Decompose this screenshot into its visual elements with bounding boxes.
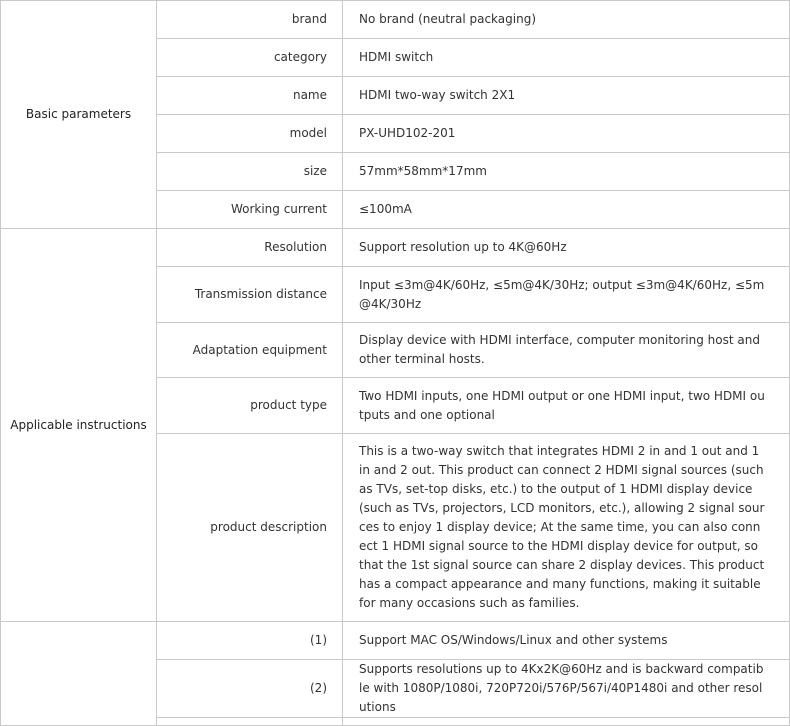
- section-title-applicable-instructions: Applicable instructions: [1, 229, 157, 622]
- row-label: Resolution: [157, 229, 343, 267]
- row-label: name: [157, 77, 343, 115]
- row-value: 57mm*58mm*17mm: [343, 153, 790, 191]
- row-value: Support MAC OS/Windows/Linux and other systems: [343, 622, 790, 660]
- table-row: [1, 1, 790, 39]
- row-label: brand: [157, 1, 343, 39]
- row-label: Transmission distance: [157, 267, 343, 323]
- section-title-basic-parameters: Basic parameters: [1, 1, 157, 229]
- row-value: No brand (neutral packaging): [343, 1, 790, 39]
- row-value: This is a two-way switch that integrates HDMI 2 in and 1 out and 1 in and 2 out. This product can connect 2 HDMI signal sources (such as TVs, set-top disks, etc.) to the output of 1 HDMI display device (such as TVs, projectors, LCD monitors, etc.), allowing 2 signal sources to enjoy 1 display device; At the same time, you can also connect 1 HDMI signal source to the HDMI display device for output, so that the 1st signal source can share 2 display devices. This product has a compact appearance and many functions, making it suitable for many occasions such as families.: [343, 434, 790, 622]
- row-label: (2): [157, 660, 343, 718]
- row-label: model: [157, 115, 343, 153]
- section-title-features: [1, 622, 157, 726]
- row-label: Adaptation equipment: [157, 323, 343, 378]
- row-value: PX-UHD102-201: [343, 115, 790, 153]
- row-label: product description: [157, 434, 343, 622]
- row-label: Working current: [157, 191, 343, 229]
- row-label: product type: [157, 378, 343, 434]
- row-value: Input ≤3m@4K/60Hz, ≤5m@4K/30Hz; output ≤3m@4K/60Hz, ≤5m@4K/30Hz: [343, 267, 790, 323]
- row-value: ≤100mA: [343, 191, 790, 229]
- row-value: HDMI two-way switch 2X1: [343, 77, 790, 115]
- row-value: Display device with HDMI interface, computer monitoring host and other terminal hosts.: [343, 323, 790, 378]
- table-row: [1, 622, 790, 660]
- row-value: HDMI switch: [343, 39, 790, 77]
- row-label: size: [157, 153, 343, 191]
- row-value: Support resolution up to 4K@60Hz: [343, 229, 790, 267]
- row-value: Two HDMI inputs, one HDMI output or one HDMI input, two HDMI outputs and one optional: [343, 378, 790, 434]
- row-value: Supports resolutions up to 4Kx2K@60Hz and is backward compatible with 1080P/1080i, 720P720i/576P/567i/40P1480i and other resolutions: [343, 660, 790, 718]
- row-label: category: [157, 39, 343, 77]
- table-row: [1, 229, 790, 267]
- row-label: (1): [157, 622, 343, 660]
